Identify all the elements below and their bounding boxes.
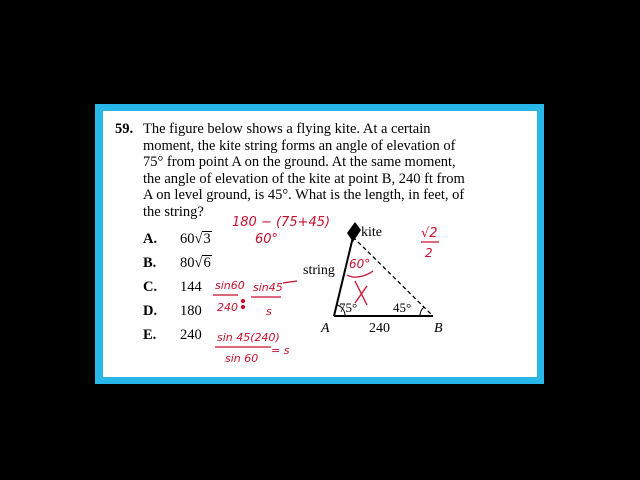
hw-ratio-left-num: sin60	[215, 279, 245, 292]
kite-icon	[347, 222, 361, 242]
base-length-label: 240	[369, 321, 390, 336]
hw-sqrt2-num: √2	[421, 226, 438, 241]
kite-figure	[103, 111, 537, 377]
sqrt-symbol: √3	[194, 231, 211, 247]
question-number: 59.	[115, 121, 134, 137]
kite-label: kite	[361, 225, 382, 240]
hw-apex-calc: 180 − (75+45)	[232, 215, 331, 230]
question-line: moment, the kite string forms an angle of elevation of	[143, 137, 456, 154]
question-line: The figure below shows a flying kite. At a certain	[143, 121, 431, 137]
question-line: 75° from point A on the ground. At the same moment,	[143, 154, 456, 171]
angle-arc-b	[420, 307, 424, 316]
hw-colon-dot	[242, 306, 245, 309]
hw-solve-num: sin 45(240)	[217, 331, 280, 344]
question-line: A on level ground, is 45°. What is the length, in feet, of	[143, 187, 465, 204]
hw-apex-angle: 60°	[349, 257, 371, 271]
angle-b-label: 45°	[393, 300, 412, 315]
hw-solve-den: sin 60	[225, 352, 259, 365]
point-b-label: B	[434, 321, 443, 336]
hw-ratio-right-num: sin45	[253, 281, 283, 294]
hw-dash	[283, 281, 297, 283]
hw-sqrt2-den: 2	[425, 246, 433, 260]
question-line: the angle of elevation of the kite at point B, 240 ft from	[143, 170, 465, 187]
hw-colon-dot	[242, 300, 245, 303]
angle-a-label: 75°	[339, 300, 358, 315]
point-a-label: A	[321, 321, 330, 336]
hw-solve-rhs: = s	[271, 344, 290, 357]
string-label: string	[303, 263, 335, 278]
hw-ratio-right-den: s	[266, 305, 272, 318]
problem-card: 59. The figure below shows a flying kite. At a certain moment, the kite string forms an angle of elevation of 75° from point A on the ground. At the same moment, the angle of elevation of the kite at point B, 240 ft from A on level ground, is 45°. What is the length, in feet, of the string? A. 60√3 B. 80√6 C. 144 D. 180 E. 240 kite string 75° 45° A 240 B 180 − (75+45) 60° 60° √2 2 sin60 240 sin45 s sin 45(240) sin 60 = s	[103, 111, 537, 377]
hw-apex-result: 60°	[255, 232, 279, 247]
hw-ratio-left-den: 240	[217, 301, 238, 314]
sqrt-symbol: √6	[194, 255, 211, 271]
question-line: the string?	[143, 203, 204, 220]
hw-arc-stroke	[347, 271, 373, 277]
